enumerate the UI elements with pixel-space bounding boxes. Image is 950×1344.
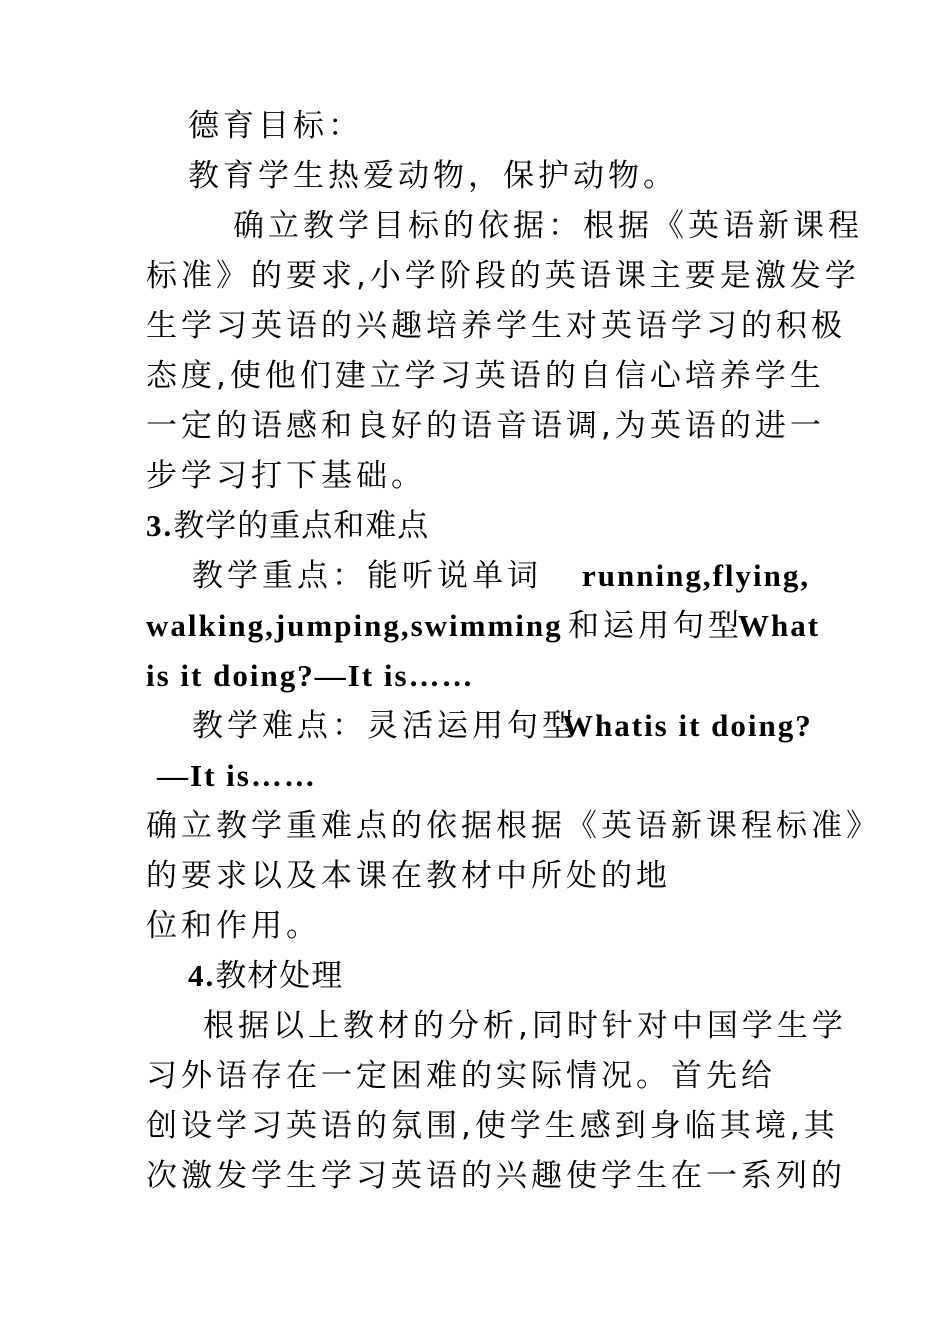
basis-goals-line: 标准》的要求,小学阶段的英语课主要是激发学	[146, 258, 860, 294]
section-3-number: 3.	[146, 508, 174, 543]
processing-line: 习外语存在一定困难的实际情况。首先给	[146, 1058, 776, 1094]
processing-line: 根据以上教材的分析,同时针对中国学生学	[203, 1008, 847, 1044]
section-3-heading	[146, 506, 429, 546]
key-points-words: walking,jumping,swimming	[146, 608, 563, 643]
difficult-points-sentence: —It is……	[157, 758, 317, 793]
processing-line: 创设学习英语的氛围,使学生感到身临其境,其	[146, 1108, 839, 1144]
section-4-number: 4.	[188, 958, 216, 993]
key-points-label: 教学重点：能听说单词	[192, 558, 542, 594]
key-points-sentence: is it doing?—It is……	[146, 658, 475, 693]
basis-goals-line: 一定的语感和良好的语音语调,为英语的进一	[146, 408, 825, 444]
basis-goals-line: 生学习英语的兴趣培养学生对英语学习的积极	[146, 308, 846, 344]
key-points-sentence: What	[738, 608, 821, 643]
basis-goals-line: 确立教学目标的依据：根据《英语新课程	[233, 208, 863, 244]
section-4-heading	[188, 956, 343, 996]
key-points-mid: 和运用句型	[568, 608, 743, 644]
key-points-words: running,flying,	[582, 558, 811, 593]
basis-goals-line: 态度,使他们建立学习英语的自信心培养学生	[146, 358, 825, 394]
basis-key-line: 的要求以及本课在教材中所处的地	[146, 858, 671, 894]
moral-goal-heading: 德育目标：	[188, 108, 363, 144]
section-3-title: 教学的重点和难点	[173, 508, 430, 544]
difficult-points-sentence: Whatis it doing?	[562, 708, 813, 743]
basis-key-line: 确立教学重难点的依据根据《英语新课程标准》	[146, 808, 881, 844]
section-4-title: 教材处理	[215, 958, 344, 994]
basis-goals-line: 步学习打下基础。	[146, 458, 426, 494]
difficult-points-label: 教学难点：灵活运用句型	[192, 708, 577, 744]
moral-goal-content: 教育学生热爱动物，保护动物。	[188, 158, 678, 194]
processing-line: 次激发学生学习英语的兴趣使学生在一系列的	[146, 1158, 846, 1194]
basis-key-line: 位和作用。	[146, 908, 321, 944]
